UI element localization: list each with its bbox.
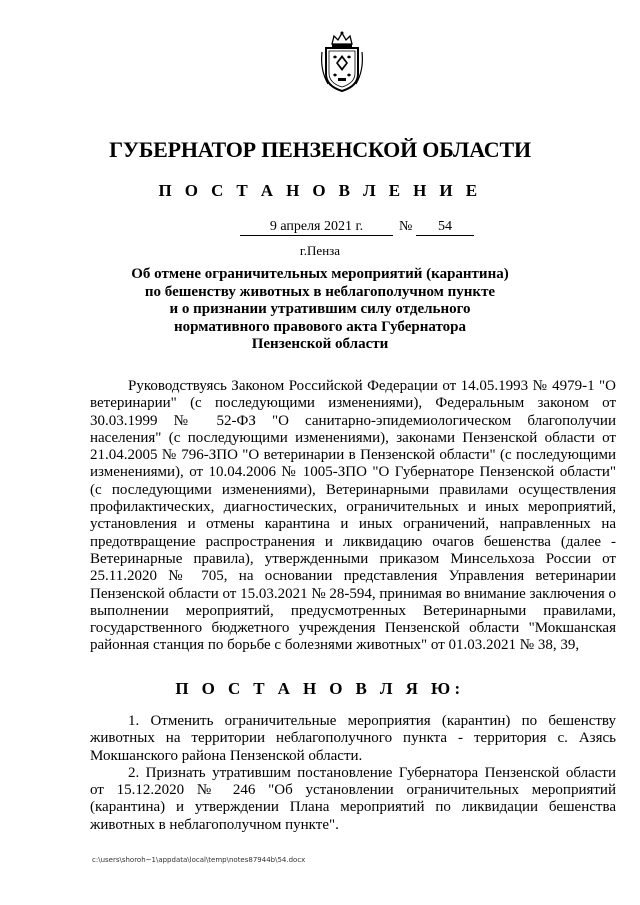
subject-line: по бешенству животных в неблагополучном пункте	[144, 283, 496, 300]
number-underline	[416, 235, 474, 236]
preamble-paragraph: Руководствуясь Законом Российской Федерации от 14.05.1993 № 4979-1 "О ветеринарии" (с последующими изменениями), Федеральным законом от 30.03.1999 № 52-ФЗ "О санитарно-эпидемиологическом благополучии населения" (с последующими изменениями), законами Пензенской области от 21.04.2005 № 796-ЗПО "О ветеринарии в Пензенской области" (с последующими изменениями), от 10.04.2006 № 1005-ЗПО "О Губернаторе Пензенской области" (с последующими изменениями), Ветеринарными правилами осуществления профилактических, диагностических, ограничительных и иных мероприятий, установления и отмены карантина и иных ограничений, направленных на предотвращение распространения и ликвидацию очагов бешенства (далее - Ветеринарные правила), утвержденными приказом Минсельхоза России от 25.11.2020 № 705, на основании представления Управления ветеринарии Пензенской области от 15.03.2021 № 28-594, принимая во внимание заключения о выполнении мероприятий, предусмотренных Ветеринарными правилами, государственного бюджетного учреждения Пензенской области "Мокшанская районная станция по борьбе с болезнями животных" от 01.03.2021 № 38, 39,	[90, 378, 616, 654]
authority-title: ГУБЕРНАТОР ПЕНЗЕНСКОЙ ОБЛАСТИ	[109, 137, 531, 162]
document-body	[90, 378, 616, 655]
number-sign: №	[399, 219, 413, 234]
decision-item: 2. Признать утратившим постановление Губернатора Пензенской области от 15.12.2020 № 246 "Об установлении ограничительных мероприятий (карантина) и утверждении Плана мероприятий по ликвидации бешенства животных в неблагополучном пункте".	[90, 764, 616, 833]
decision-item: 1. Отменить ограничительные мероприятия (карантин) по бешенству животных на территории неблагополучного пункта - территория с. Азясь Мокшанского района Пензенской области.	[90, 713, 616, 764]
subject-line: Пензенской области	[251, 336, 389, 352]
document-subject	[120, 266, 520, 354]
subject-line: нормативного правового акта Губернатора	[173, 318, 466, 335]
subject-line: и о признании утратившим силу отдельного	[169, 301, 471, 317]
subject-line: Об отмене ограничительных мероприятий (карантина)	[131, 266, 509, 282]
document-number: 54	[438, 219, 452, 234]
document-type: П О С Т А Н О В Л Е Н И Е	[158, 181, 482, 200]
decision-heading: П О С Т А Н О В Л Я Ю:	[175, 679, 465, 698]
document-date: 9 апреля 2021 г.	[269, 219, 364, 234]
date-underline	[240, 235, 393, 236]
file-path-footer: c:\users\shoroh~1\appdata\local\temp\notes87944b\54.docx	[92, 856, 306, 864]
penza-region-coat-of-arms-icon	[318, 30, 366, 94]
city: г.Пенза	[299, 243, 341, 258]
decision-items	[90, 713, 616, 834]
